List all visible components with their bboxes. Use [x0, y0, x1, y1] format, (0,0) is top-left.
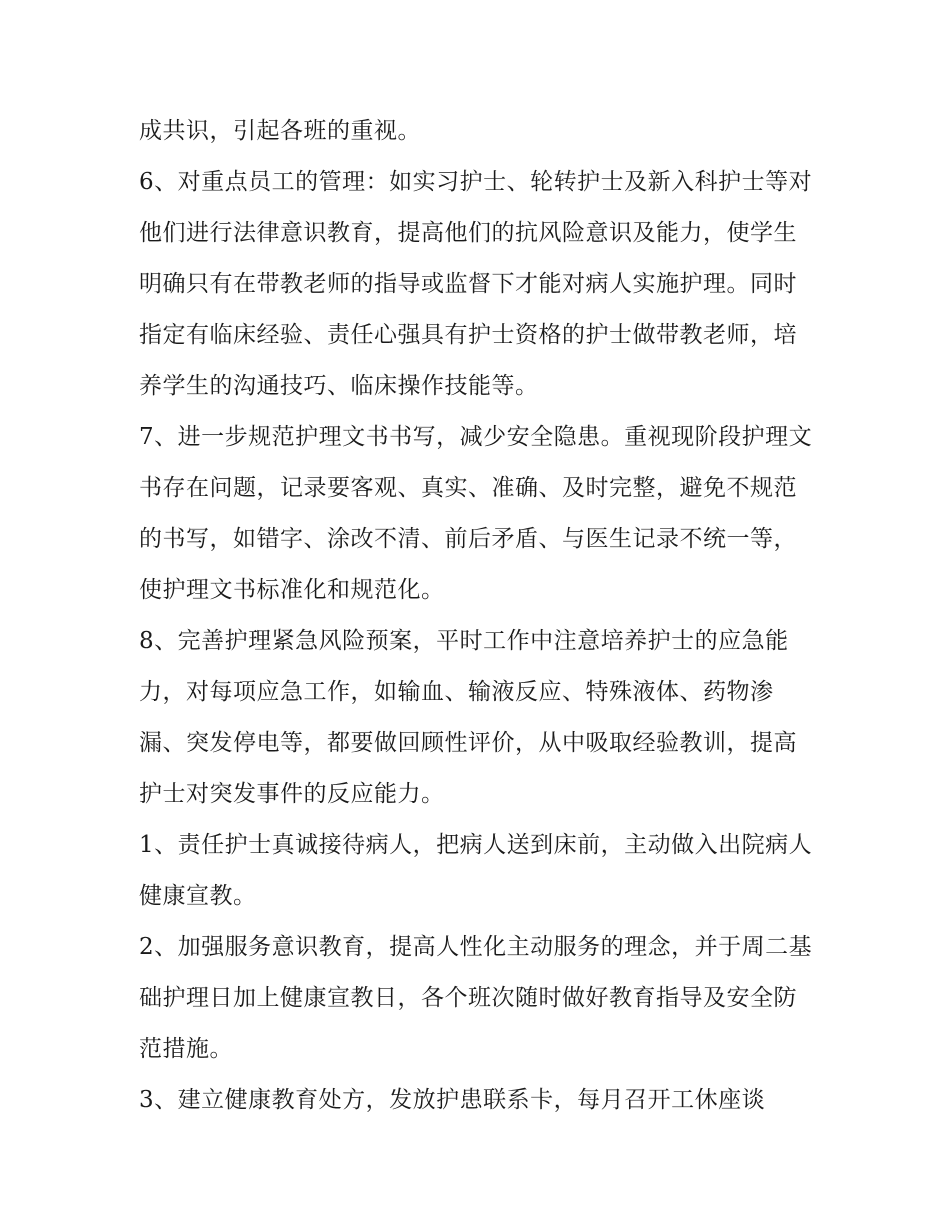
paragraph-item-6: 6、对重点员工的管理：如实习护士、轮转护士及新入科护士等对他们进行法律意识教育，提高他们的抗风险意识及能力，使学生明确只有在带教老师的指导或监督下才能对病人实施护理。同时指定有临床经验、责任心强具有护士资格的护士做带教老师，培养学生的沟通技巧、临床操作技能等。: [139, 169, 813, 399]
paragraph-item-7: 7、进一步规范护理文书书写，减少安全隐患。重视现阶段护理文书存在问题，记录要客观、真实、准确、及时完整，避免不规范的书写，如错字、涂改不清、前后矛盾、与医生记录不统一等，使护理文书标准化和规范化。: [139, 424, 813, 603]
paragraph-consensus: 成共识，引起各班的重视。: [139, 118, 421, 144]
document-body: [139, 106, 819, 1126]
paragraph-item-3: 3、建立健康教育处方，发放护患联系卡，每月召开工休座谈: [139, 1087, 766, 1113]
paragraph-item-2: 2、加强服务意识教育，提高人性化主动服务的理念，并于周二基础护理日加上健康宣教日，各个班次随时做好教育指导及安全防范措施。: [139, 934, 813, 1062]
paragraph-item-1: 1、责任护士真诚接待病人，把病人送到床前，主动做入出院病人健康宣教。: [139, 832, 813, 909]
paragraph-item-8: 8、完善护理紧急风险预案，平时工作中注意培养护士的应急能力，对每项应急工作，如输血、输液反应、特殊液体、药物渗漏、突发停电等，都要做回顾性评价，从中吸取经验教训，提高护士对突发事件的反应能力。: [139, 628, 797, 807]
